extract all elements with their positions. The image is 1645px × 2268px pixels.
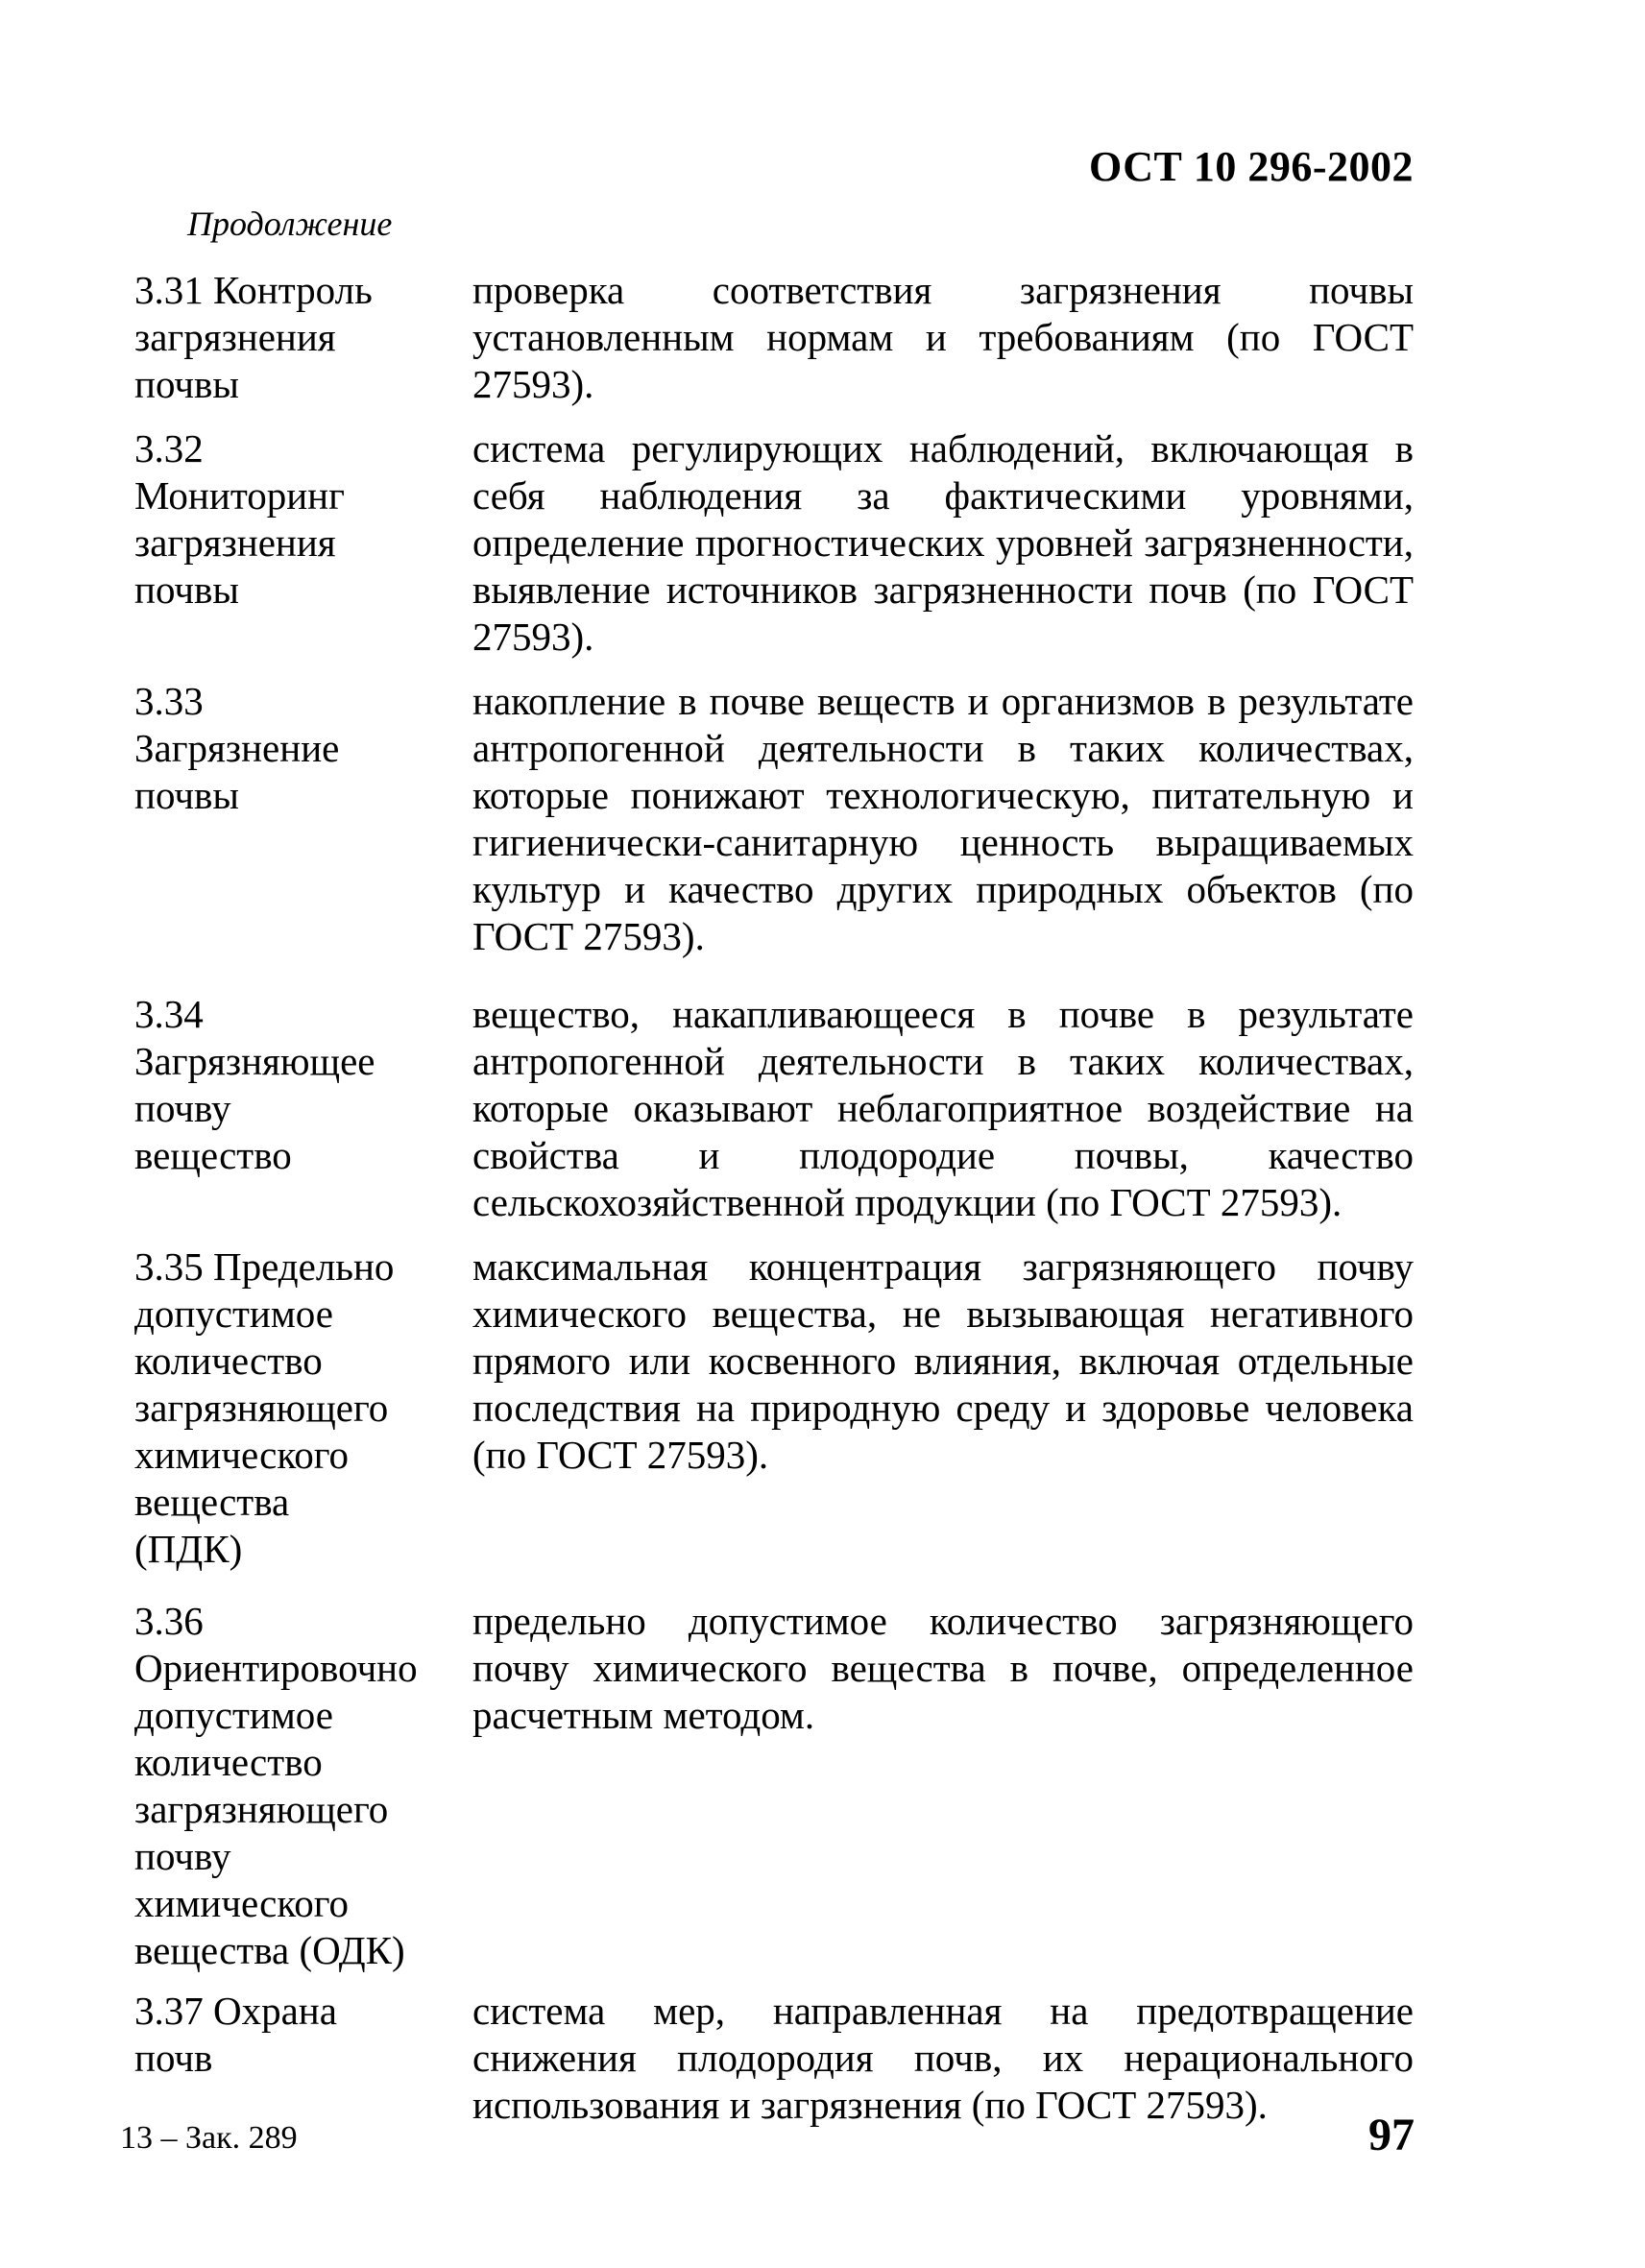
term-definition: система мер, направленная на предотвращение снижения плодородия почв, их нерационального использования и загрязнения (по ГОСТ 27593). <box>472 1989 1414 2127</box>
order-note: 13 – Зак. 289 <box>120 2120 298 2156</box>
term-row <box>134 1598 1414 1974</box>
page-number: 97 <box>1368 2110 1415 2160</box>
term-name: 3.36 Ориентировочно допустимое количество загрязняющего почву химического вещества (ОДК) <box>134 1599 418 1972</box>
standard-code: ОСТ 10 296-2002 <box>1088 143 1414 190</box>
term-name: 3.33 Загрязнение почвы <box>134 679 340 817</box>
term-definition: система регулирующих наблюдений, включающая в себя наблюдения за фактическими уровнями, определение прогностических уровней загрязненности, выявление источников загрязненности почв (по ГОСТ 27593). <box>472 426 1414 659</box>
term-definition: предельно допустимое количество загрязняющего почву химического вещества в почве, определенное расчетным методом. <box>472 1599 1414 1737</box>
term-definition: вещество, накапливающееся в почве в результате антропогенной деятельности в таких количествах, которые оказывают неблагоприятное воздействие на свойства и плодородие почвы, качество сельскохозяйственной продукции (по ГОСТ 27593). <box>472 992 1414 1224</box>
term-row <box>134 1243 1414 1573</box>
term-row <box>134 678 1414 960</box>
term-name: 3.35 Предельно допустимое количество загрязняющего химического вещества (ПДК) <box>134 1244 395 1571</box>
term-definition: проверка соответствия загрязнения почвы установленным нормам и требованиям (по ГОСТ 27593). <box>472 268 1414 406</box>
term-definition: максимальная концентрация загрязняющего почву химического вещества, не вызывающая негативного прямого или косвенного влияния, включая отдельные последствия на природную среду и здоровье человека (по ГОСТ 27593). <box>472 1244 1414 1477</box>
term-name: 3.34 Загрязняющее почву вещество <box>134 992 375 1177</box>
term-row <box>134 267 1414 408</box>
term-row <box>134 425 1414 661</box>
term-name: 3.32 Мониторинг загрязнения почвы <box>134 426 345 612</box>
term-name: 3.31 Контроль загрязнения почвы <box>134 268 373 406</box>
term-row <box>134 991 1414 1226</box>
term-name: 3.37 Охрана почв <box>134 1989 337 2080</box>
continuation-label: Продолжение <box>187 205 393 243</box>
terms-list <box>134 267 1414 2129</box>
term-row <box>134 1988 1414 2129</box>
term-definition: накопление в почве веществ и организмов в результате антропогенной деятельности в таких количествах, которые понижают технологическую, питательную и гигиенически-санитарную ценность выращиваемых культур и качество других природных объектов (по ГОСТ 27593). <box>472 679 1414 958</box>
